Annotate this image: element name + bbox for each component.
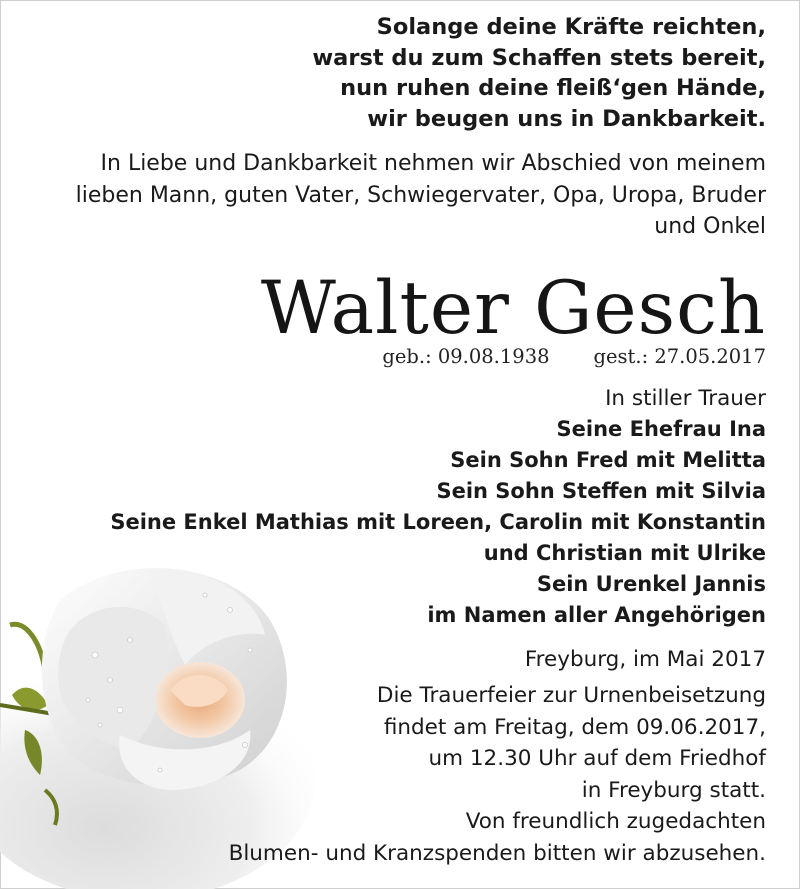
farewell-line: In Liebe und Dankbarkeit nehmen wir Abschied von meinem: [100, 151, 766, 176]
poem-line: nun ruhen deine fleiß‘gen Hände,: [340, 75, 766, 101]
life-dates: [382, 343, 766, 371]
death-date: gest.: 27.05.2017: [593, 345, 766, 368]
ceremony-line: Die Trauerfeier zur Urnenbeisetzung: [376, 683, 766, 708]
mourners-list: [110, 383, 766, 631]
farewell-line: lieben Mann, guten Vater, Schwiegervater, Opa, Uropa, Bruder: [75, 182, 766, 208]
ceremony-line: Von freundlich zugedachten: [465, 809, 766, 834]
ceremony-line: in Freyburg statt.: [581, 777, 766, 803]
poem-verse: [312, 12, 766, 134]
mourners-heading: In stiller Trauer: [605, 386, 766, 411]
ceremony-info: [229, 680, 766, 869]
ceremony-line: Blumen- und Kranzspenden bitten wir abzusehen.: [228, 840, 766, 866]
mourner-line: Seine Enkel Mathias mit Loreen, Carolin mit Konstantin: [110, 510, 766, 534]
farewell-line: und Onkel: [654, 214, 766, 239]
mourner-line: Sein Sohn Steffen mit Silvia: [436, 479, 766, 503]
poem-line: Solange deine Kräfte reichten,: [376, 14, 766, 40]
poem-line: warst du zum Schaffen stets bereit,: [312, 44, 766, 71]
mourner-line: Seine Ehefrau Ina: [556, 417, 766, 441]
mourner-line: im Namen aller Angehörigen: [427, 603, 766, 627]
place-date: Freyburg, im Mai 2017: [524, 647, 766, 672]
birth-date: geb.: 09.08.1938: [382, 345, 550, 368]
mourner-line: Sein Urenkel Jannis: [536, 572, 766, 596]
mourner-line: Sein Sohn Fred mit Melitta: [450, 448, 766, 472]
ceremony-line: findet am Freitag, dem 09.06.2017,: [383, 714, 766, 740]
farewell-text: [50, 148, 766, 243]
mourner-line: und Christian mit Ulrike: [483, 541, 766, 565]
poem-line: wir beugen uns in Dankbarkeit.: [367, 105, 766, 132]
ceremony-line: um 12.30 Uhr auf dem Friedhof: [428, 746, 766, 771]
deceased-name: Walter Gesch: [260, 266, 766, 351]
